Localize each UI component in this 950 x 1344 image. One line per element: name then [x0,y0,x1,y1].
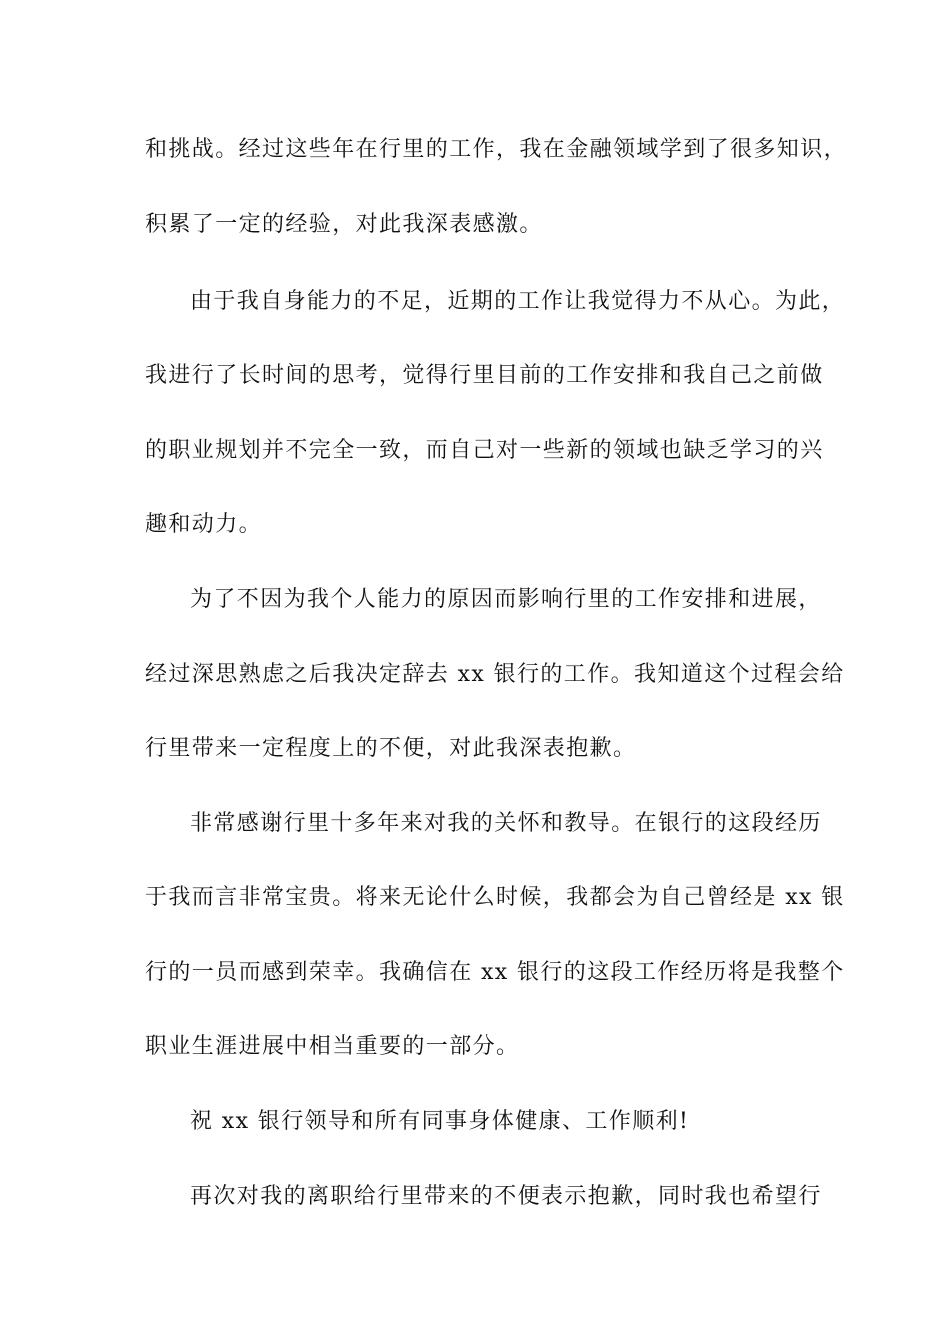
text-line: 和挑战。经过这些年在行里的工作，我在金融领域学到了很多知识， [145,137,848,162]
paragraph-first-line: 为了不因为我个人能力的原因而影响行里的工作安排和进展， [190,587,822,612]
paragraph-first-line: 祝 xx 银行领导和所有同事身体健康、工作顺利! [190,1109,690,1134]
text-line: 趣和动力。 [145,512,263,537]
text-line: 经过深思熟虑之后我决定辞去 xx 银行的工作。我知道这个过程会给 [145,662,845,687]
paragraph-first-line: 由于我自身能力的不足，近期的工作让我觉得力不从心。为此， [190,289,846,314]
text-line: 的职业规划并不完全一致，而自己对一些新的领域也缺乏学习的兴 [145,438,824,463]
text-line: 职业生涯进展中相当重要的一部分。 [145,1034,520,1059]
paragraph-first-line: 再次对我的离职给行里带来的不便表示抱歉，同时我也希望行 [190,1184,822,1209]
text-line: 我进行了长时间的思考，觉得行里目前的工作安排和我自己之前做 [145,363,824,388]
text-line: 行的一员而感到荣幸。我确信在 xx 银行的这段工作经历将是我整个 [145,960,845,985]
text-line: 行里带来一定程度上的不便，对此我深表抱歉。 [145,736,637,761]
text-line: 于我而言非常宝贵。将来无论什么时候，我都会为自己曾经是 xx 银 [145,885,845,910]
text-line: 积累了一定的经验，对此我深表感激。 [145,212,543,237]
paragraph-first-line: 非常感谢行里十多年来对我的关怀和教导。在银行的这段经历 [190,811,822,836]
